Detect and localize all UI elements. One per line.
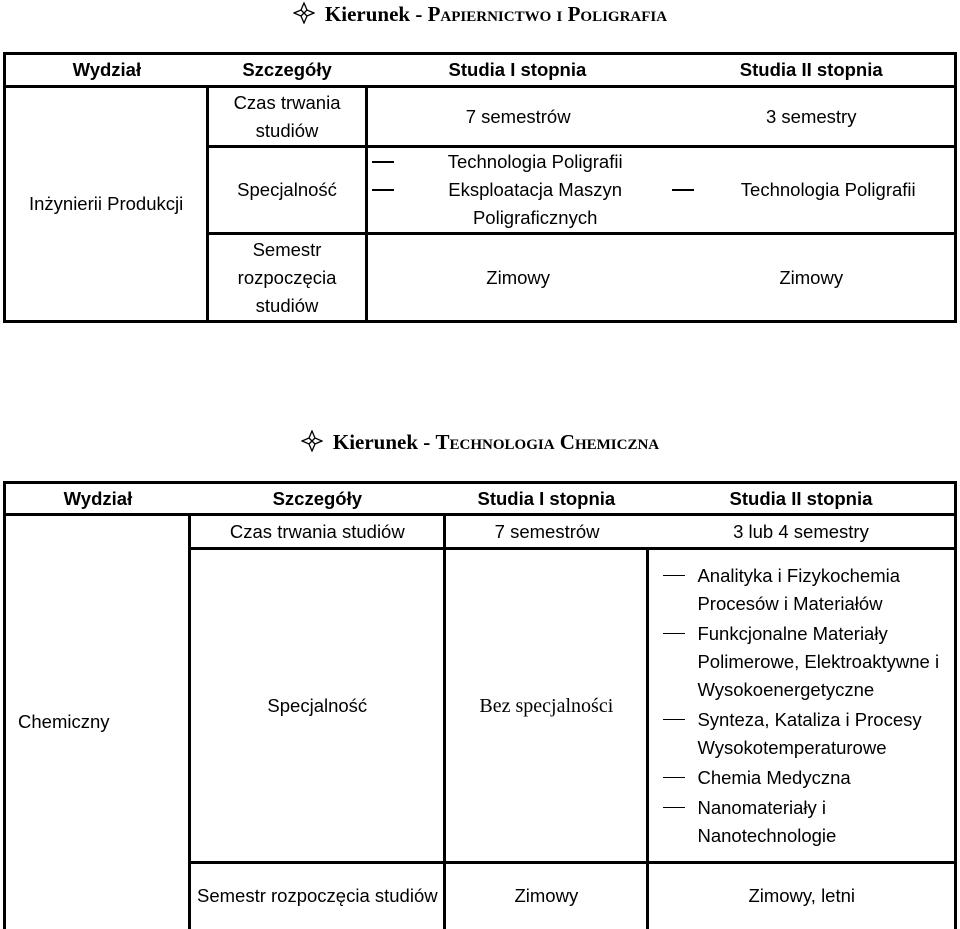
specialty-first: Bez specjalności [445, 549, 648, 863]
list-item: Nanomateriały i Nanotechnologie [663, 794, 950, 850]
section1-heading [0, 1, 960, 27]
specialty-first [366, 147, 668, 234]
section1-title-prefix: Kierunek - [324, 2, 428, 26]
duration-first: 7 semestrów [494, 520, 600, 542]
start-first: Zimowy [486, 266, 551, 288]
start-first: Zimowy [445, 863, 648, 929]
list-item: Technologia Poligrafii [672, 176, 950, 204]
section2-title-name: Technologia Chemiczna [435, 430, 660, 454]
list-item: Technologia Poligrafii [372, 148, 665, 176]
start-label: Semestr rozpoczęcia studiów [208, 234, 367, 322]
specialty-second-list [672, 176, 950, 204]
dash-icon [372, 161, 394, 163]
faculty-cell: Chemiczny [5, 515, 190, 929]
duration-second: 3 semestry [765, 105, 857, 127]
dash-icon [663, 777, 685, 779]
duration-first: 7 semestrów [465, 105, 571, 127]
section2-heading [0, 429, 960, 455]
list-item: Chemia Medyczna [663, 764, 950, 792]
specialty-second [668, 147, 955, 234]
specialty-second [648, 549, 956, 863]
list-item: Analityka i Fizykochemia Procesów i Materiałów [663, 562, 950, 618]
start-second: Zimowy [779, 266, 844, 288]
list-item: Synteza, Kataliza i Procesy Wysokotemperaturowe [663, 706, 950, 762]
duration-second: 3 lub 4 semestry [733, 520, 869, 542]
specialty-first-list [372, 148, 665, 232]
dash-icon [672, 189, 694, 191]
header-studia-1: Studia I stopnia [477, 487, 616, 509]
diamond-bullet-icon [301, 430, 323, 452]
header-szczegoly: Szczegóły [242, 59, 332, 80]
section1-table [3, 52, 957, 323]
dash-icon [663, 575, 685, 577]
dash-icon [663, 633, 685, 635]
list-item: Eksploatacja Maszyn Poligraficznych [372, 176, 665, 232]
header-wydzial: Wydział [72, 59, 142, 80]
section2-title-prefix: Kierunek - [332, 430, 436, 454]
dash-icon [372, 189, 394, 191]
specialty-label: Specjalność [208, 147, 367, 234]
dash-icon [663, 719, 685, 721]
diamond-bullet-icon [293, 2, 315, 24]
header-studia-1: Studia I stopnia [448, 59, 587, 80]
faculty-cell: Inżynierii Produkcji [5, 87, 208, 322]
list-item: Funkcjonalne Materiały Polimerowe, Elektroaktywne i Wysokoenergetyczne [663, 620, 950, 704]
section1-title-name: Papiernictwo i Poligrafia [427, 2, 668, 26]
specialty-second-list [653, 562, 950, 850]
duration-label: Czas trwania studiów [190, 515, 445, 549]
specialty-label: Specjalność [190, 549, 445, 863]
header-studia-2: Studia II stopnia [729, 487, 873, 509]
section2-table [3, 481, 957, 929]
header-szczegoly: Szczegóły [272, 487, 363, 509]
start-second: Zimowy, letni [748, 885, 856, 907]
start-label: Semestr rozpoczęcia studiów [190, 863, 445, 929]
dash-icon [663, 807, 685, 809]
duration-label: Czas trwania studiów [208, 87, 367, 147]
header-studia-2: Studia II stopnia [739, 59, 883, 80]
header-wydzial: Wydział [63, 487, 133, 509]
